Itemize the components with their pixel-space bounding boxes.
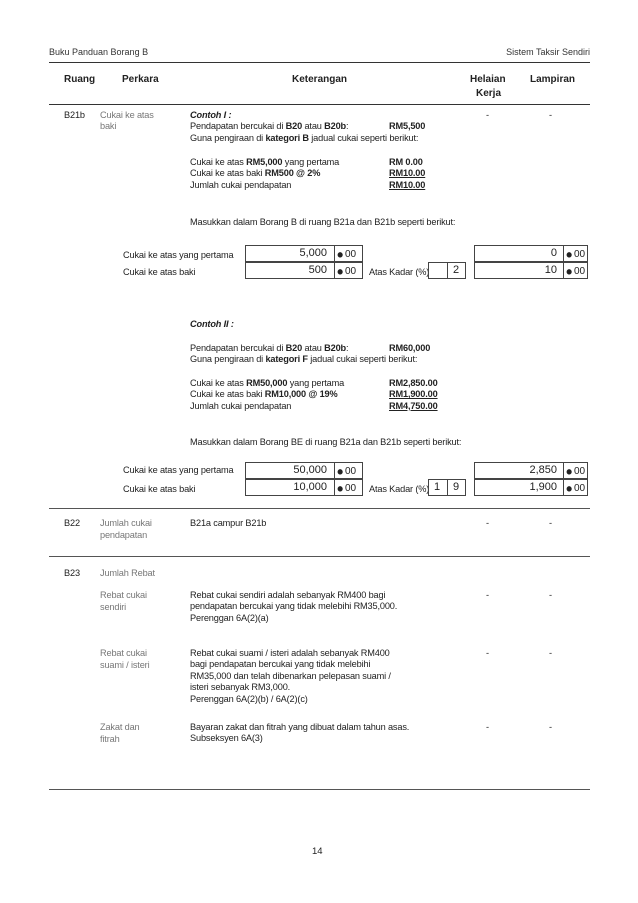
ex1-output-baki-cents: 00 (574, 266, 586, 277)
ex1-line2: Guna pengiraan di kategori B jadual cukai seperti berikut: (190, 133, 419, 143)
ex1-note: Masukkan dalam Borang B di ruang B21a dan B21b seperti berikut: (190, 217, 456, 227)
b23-item-2-perkara-2: suami / isteri (100, 660, 150, 670)
ex1-output-first-value: 0 (550, 247, 557, 259)
header-left: Buku Panduan Borang B (49, 47, 149, 57)
ex2-output-baki-cents: 00 (574, 483, 586, 494)
ex2-input-baki-dot: • (337, 479, 344, 499)
ex1-input-first-cents: 00 (345, 249, 357, 260)
ex2-output-first-cents: 00 (574, 466, 586, 477)
b23-item-1-keterangan: Rebat cukai sendiri adalah sebanyak RM400 bagi pendapatan bercukai yang tidak melebihi RM35,000. Perenggan 6A(2)(a) (190, 590, 398, 623)
b22-perkara-1: Jumlah cukai (100, 518, 152, 528)
ex2-input-first-dot: • (337, 462, 344, 482)
b21b-helaian: - (486, 110, 489, 120)
b23-item-3-perkara-2: fitrah (100, 734, 120, 744)
ex2-input-baki-cents: 00 (345, 483, 357, 494)
header-rule (49, 62, 590, 63)
ex1-output-first-dot: • (566, 245, 573, 265)
ex1-output-first-cents: 00 (574, 249, 586, 260)
b23-item-2-keterangan: Rebat cukai suami / isteri adalah sebanyak RM400 bagi pendapatan bercukai yang tidak melebihi RM35,000 dan telah dibenarkan pelepasan suami / isteri sebanyak RM3,000. Perenggan 6A(2)(b) / 6A(2)(c) (190, 648, 391, 704)
b23-item-2-perkara-1: Rebat cukai (100, 648, 147, 658)
b21b-perkara-2: baki (100, 121, 117, 131)
b22-helaian: - (486, 518, 489, 528)
b22-keterangan: B21a campur B21b (190, 518, 267, 528)
ex2-output-baki-dot: • (566, 479, 573, 499)
b23-item-3-helaian: - (486, 722, 489, 732)
ex1-input-baki-value: 500 (308, 264, 327, 276)
col-lampiran: Lampiran (530, 74, 576, 85)
b23-code: B23 (64, 568, 80, 578)
ex1-output-baki-dot: • (566, 262, 573, 282)
ex2-form-label-2: Cukai ke atas baki (123, 484, 196, 494)
col-ruang: Ruang (64, 74, 96, 85)
table-bottom-rule (49, 789, 590, 790)
b22-code: B22 (64, 518, 80, 528)
ex2-title: Contoh II : (190, 319, 234, 329)
b22-bottom-rule (49, 556, 590, 557)
ex2-input-first-value: 50,000 (293, 464, 327, 476)
b23-item-1-lampiran: - (549, 590, 552, 600)
ex2-calc-amounts: RM2,850.00 RM1,900.00 RM4,750.00 (389, 378, 438, 411)
ex1-rate-digit: 2 (453, 264, 460, 276)
col-helaian: Helaian (470, 74, 506, 85)
column-header-rule (49, 104, 590, 105)
ex2-output-baki-value: 1,900 (529, 481, 557, 493)
col-perkara: Perkara (122, 74, 159, 85)
ex2-rate-digit-2: 9 (453, 481, 460, 493)
ex1-input-first-value: 5,000 (299, 247, 327, 259)
ex2-input-first-cents: 00 (345, 466, 357, 477)
ex2-output-first-value: 2,850 (529, 464, 557, 476)
ex2-form-label-1: Cukai ke atas yang pertama (123, 465, 234, 475)
ex2-input-baki-value: 10,000 (293, 481, 327, 493)
ex1-rate-label: Atas Kadar (%) (369, 267, 430, 277)
ex1-calc: Cukai ke atas RM5,000 yang pertama Cukai ke atas baki RM500 @ 2% Jumlah cukai pendapatan (190, 157, 340, 190)
ex1-title: Contoh I : (190, 110, 232, 120)
ex2-line1: Pendapatan bercukai di B20 atau B20b: (190, 343, 349, 353)
ex1-form-label-1: Cukai ke atas yang pertama (123, 250, 234, 260)
header-right: Sistem Taksir Sendiri (506, 47, 590, 57)
b21b-code: B21b (64, 110, 85, 120)
ex1-input-baki-dot: • (337, 262, 344, 282)
ex2-rate-digit-1: 1 (434, 481, 441, 493)
ex2-calc: Cukai ke atas RM50,000 yang pertama Cukai ke atas baki RM10,000 @ 19% Jumlah cukai pendapatan (190, 378, 345, 411)
b23-item-1-perkara-2: sendiri (100, 602, 127, 612)
b21b-bottom-rule (49, 508, 590, 509)
ex1-output-baki-value: 10 (544, 264, 557, 276)
ex1-line1: Pendapatan bercukai di B20 atau B20b: (190, 121, 349, 131)
b23-item-3-perkara-1: Zakat dan (100, 722, 140, 732)
b21b-lampiran: - (549, 110, 552, 120)
b23-item-2-lampiran: - (549, 648, 552, 658)
b23-item-3-lampiran: - (549, 722, 552, 732)
b23-perkara: Jumlah Rebat (100, 568, 155, 578)
b23-item-1-perkara-1: Rebat cukai (100, 590, 147, 600)
ex1-calc-amounts: RM 0.00 RM10.00 RM10.00 (389, 157, 426, 190)
b22-lampiran: - (549, 518, 552, 528)
b23-item-2-helaian: - (486, 648, 489, 658)
col-keterangan: Keterangan (292, 74, 348, 85)
col-kerja: Kerja (476, 88, 502, 99)
ex2-line2: Guna pengiraan di kategori F jadual cukai seperti berikut: (190, 354, 418, 364)
ex2-output-first-dot: • (566, 462, 573, 482)
b21b-perkara-1: Cukai ke atas (100, 110, 154, 120)
b23-item-3-keterangan: Bayaran zakat dan fitrah yang dibuat dalam tahun asas. Subseksyen 6A(3) (190, 722, 410, 744)
ex1-input-first-dot: • (337, 245, 344, 265)
page-number: 14 (312, 846, 323, 857)
ex2-note: Masukkan dalam Borang BE di ruang B21a dan B21b seperti berikut: (190, 437, 462, 447)
ex1-form-label-2: Cukai ke atas baki (123, 267, 196, 277)
ex1-input-baki-cents: 00 (345, 266, 357, 277)
b22-perkara-2: pendapatan (100, 530, 148, 540)
ex1-line1-amount: RM5,500 (389, 121, 426, 131)
b23-item-1-helaian: - (486, 590, 489, 600)
ex2-rate-label: Atas Kadar (%) (369, 484, 430, 494)
ex2-line1-amount: RM60,000 (389, 343, 431, 353)
